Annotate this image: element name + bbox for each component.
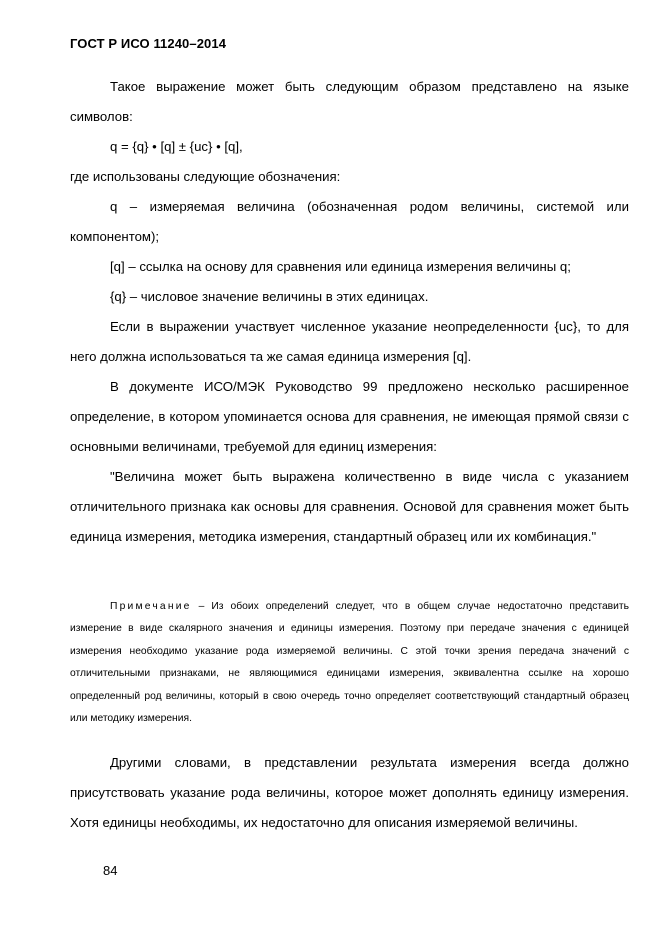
note-block bbox=[70, 596, 629, 730]
paragraph-uncertainty: Если в выражении участвует численное указание неопределенности {uc}, то для него должна использоваться та же самая единица измерения [q]. bbox=[70, 319, 629, 364]
definition-numeric-value: {q} – числовое значение величины в этих единицах. bbox=[110, 289, 429, 304]
document-header: ГОСТ Р ИСО 11240–2014 bbox=[70, 36, 227, 51]
closing-text-block bbox=[70, 748, 629, 838]
paragraph-guide-99: В документе ИСО/МЭК Руководство 99 предложено несколько расширенное определение, в котором упоминается основа для сравнения, не имеющая прямой связи с основными величинами, требуемой для единиц измерения: bbox=[70, 379, 629, 454]
formula-line: q = {q} • [q] ± {uc} • [q], bbox=[110, 139, 243, 154]
definition-unit: [q] – ссылка на основу для сравнения или единица измерения величины q; bbox=[110, 259, 571, 274]
paragraph-quote: "Величина может быть выражена количественно в виде числа с указанием отличительного признака как основы для сравнения. Основой для сравнения может быть единица измерения, методика измерения, стандартный образец или их комбинация." bbox=[70, 469, 629, 544]
paragraph-notation-intro: где использованы следующие обозначения: bbox=[70, 169, 341, 184]
page-number: 84 bbox=[103, 863, 118, 878]
paragraph-symbolic-expression-intro: Такое выражение может быть следующим образом представлено на языке символов: bbox=[70, 79, 629, 124]
note-label: Примечание bbox=[110, 601, 192, 612]
main-text-block bbox=[70, 72, 629, 552]
paragraph-conclusion: Другими словами, в представлении результата измерения всегда должно присутствовать указание рода величины, которое может дополнять единицу измерения. Хотя единицы необходимы, их недостаточно для описания измеряемой величины. bbox=[70, 755, 629, 830]
note-paragraph bbox=[70, 596, 629, 730]
definition-q: q – измеряемая величина (обозначенная родом величины, системой или компонентом); bbox=[70, 199, 629, 244]
note-text: – Из обоих определений следует, что в общем случае недостаточно представить измерение в виде скалярного значения и единицы измерения. Поэтому при передаче значения с единицей измерения необходимо указание рода измеряемой величины. С этой точки зрения передача значений с отличительными признаками, не являющимися единицами измерения, эквивалентна ссылке на хорошо определенный род величины, который в свою очередь точно определяет соответствующий стандартный образец или методику измерения. bbox=[70, 601, 629, 725]
